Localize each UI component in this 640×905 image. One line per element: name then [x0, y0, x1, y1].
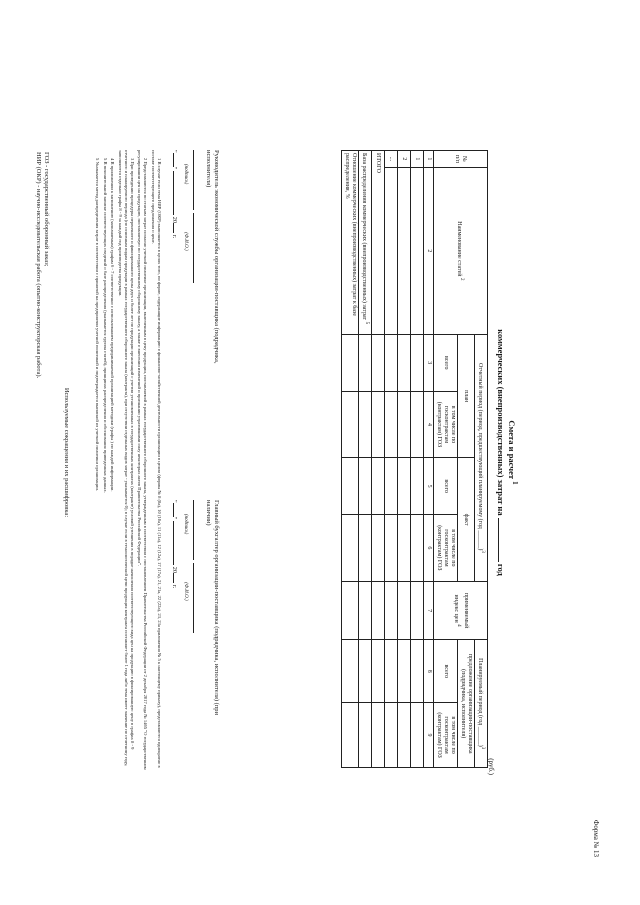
header-name: Наименование статей $^2$ — [434, 167, 488, 334]
footnote-3: 3 При проведении процедуры первичного и фиксированного цены двух и более лет по продукции организаций с учетом установленных в государственных контрактах (контракте) условий уточнения в порядке начисления соответствующего вида цен на продукцию в фиксированную цену в графах 8 - 9 отчетного и планируемого периода (по основным видам продукции в рамках государственного оборонного заказа (контракта), при отсутствии отдельных видов затрат - указывается 0); в случае если в технологической цепи продукция контракта составляет более 1 года либо тема имеет значение по отчетному году, заполняются отдельно графы 8 - 9 за каждый год производства продукции. — [118, 150, 135, 767]
abbreviation-item: НИР (ОКР) - научно-исследовательская работа (опытно-конструкторская работа). — [35, 152, 42, 379]
header-plan-total: всего — [434, 335, 458, 391]
header-planned-period: Планируемый период (год ______)$^3$ — [475, 640, 488, 768]
currency-unit: (руб.) — [487, 758, 495, 775]
header-num: № п/п — [434, 151, 488, 168]
footnotes — [93, 150, 162, 770]
header-plan: план — [458, 335, 475, 458]
ratio-row: Отношение коммерческих (внепроизводственных) затрат к базе распределения, % — [342, 151, 359, 768]
column-number-row: 1 2 3 4 5 6 7 8 9 — [424, 151, 434, 768]
title-line2: коммерческих (внепроизводственных) затрат на — [496, 329, 507, 516]
table-row: ... — [385, 151, 398, 768]
table-row: 1 — [411, 151, 424, 768]
form-number: Форма № 13 — [592, 819, 600, 857]
signature-block-accountant: Главный бухгалтер организации-поставщика (подрядчика, исполнителя) (при наличии) (подпись)(Ф.И.О.) "" 20 г. — [171, 500, 220, 716]
title-line1: Смета и расчет — [507, 420, 518, 480]
document-title: Смета и расчет $^1$ коммерческих (внепроизводственных) затрат на год — [496, 329, 519, 576]
footnote-1: 1 В случае если тема НИР (ОКР) выполняется в целях того, по форме, содержащие информацию о финансово-хозяйственной деятельности организации в целом (формы № 8 (8а), 10 (10а), 11 (11а), 12 (12а), 17 (17а), 21, 21а, 22 (22а), 23, 23а приложения № 5 к настоящему приказу), представляются однократно в составе соответствующего предложения о цене. — [151, 150, 162, 768]
header-planned-goz: в том числе по госконтрактам (контрактам) ГОЗ — [434, 703, 458, 768]
header-fact-goz: в том числе по госконтрактам (контрактам) ГОЗ — [434, 514, 458, 581]
base-row: База распределения коммерческих (внепроизводственных) затрат $^5$ — [359, 151, 372, 768]
header-plan-goz: в том числе по госконтрактам (контрактам) ГОЗ — [434, 391, 458, 458]
table-row: 2 — [398, 151, 411, 768]
header-fact: факт — [458, 458, 475, 581]
footnote-2: 2 Представляются по статьям затрат согласно учетной политике организации, включенным в цену продукции, поставляемой в рамках государственного оборонного заказа, утвержденным в соответствии с постановлением Правительства Российской Федерации от 2 декабря 2017 года № 1465 "О государственном регулировании цен на продукцию, поставляемую по государственному оборонному заказу, а также о внесении изменений и признании утратившими силу некоторых актов Правительства Российской Федерации". — [137, 150, 149, 770]
abbreviations-list — [34, 152, 50, 378]
year-blank — [498, 518, 499, 562]
footnote-6: 5 Указывается метод распределения затрат в соответствии с принятой на предприятии учетной политикой и подтверждается выпиской из учетной политики организации. — [95, 158, 101, 491]
itogo-row: ИТОГО — [372, 151, 385, 768]
header-planned-sub: предложение организации-поставщика (подрядчика, исполнителя) — [458, 640, 475, 768]
cost-estimate-table — [341, 150, 488, 768]
abbreviation-item: ГОЗ - государственный оборонный заказ; — [43, 152, 50, 267]
signature-block-economist: Руководитель экономической службы организации-поставщика (подрядчика, исполнителя) (подпись)(Ф.И.О.) "" 20 г. — [171, 150, 220, 364]
header-fact-total: всего — [434, 458, 458, 514]
abbreviations-heading: Используемые сокращения и их расшифровка: — [63, 387, 70, 518]
header-reporting-period: Отчетный период (период, предшествующий планируемому (год ______)$^3$ — [475, 335, 488, 582]
header-price-index: применяемый индекс цен $^4$ — [434, 581, 488, 640]
footnote-4: 4 В приложении к заполнению (заполняемым) графам 6 - 7 соответственно с использованием предпринимаемой организацией методики (графы ) по каждой информации. — [110, 158, 116, 492]
footnote-5: 5 В пояснительной записке соответствующих сведений о базе распределения (указывается группа статей), принципах распределения и обоснования приведенных данных. — [103, 158, 108, 493]
header-planned-total: всего — [434, 640, 458, 703]
